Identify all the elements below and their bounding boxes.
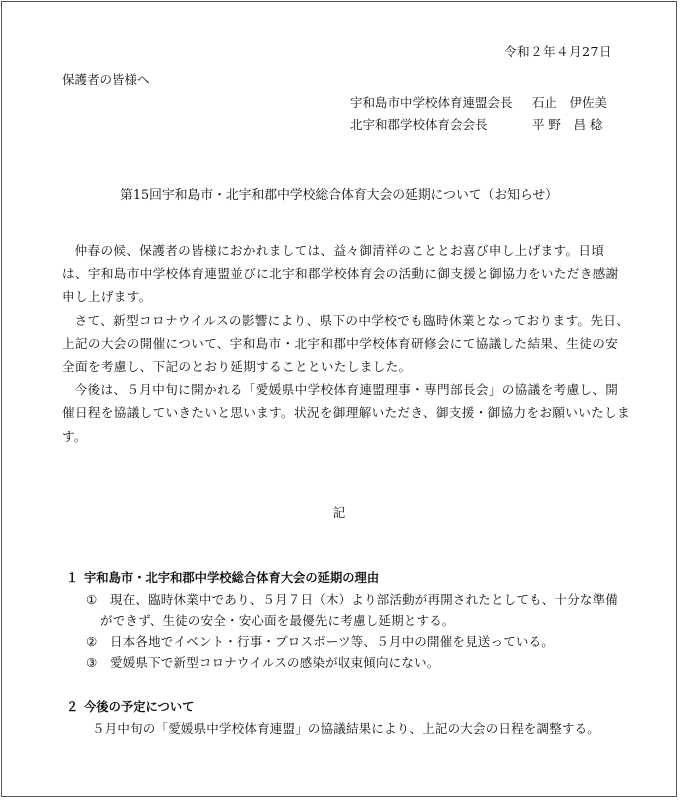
paragraph-decision: さて、新型コロナウイルスの影響により、県下の中学校でも臨時休業となっております。先日、上記の大会の開催について、宇和島市・北宇和郡中学校体育研修会にて協議した結果、生徒の安全面を考慮し、下記のとおり延期することといたしました。: [62, 312, 630, 375]
item-mark: ②: [86, 634, 98, 649]
item-mark: ①: [86, 592, 98, 607]
item-text: 現在、臨時休業中であり、５月７日（木）より部活動が再開されたとしても、十分な準備: [110, 592, 619, 607]
document-page: [1, 1, 677, 797]
section-title: 今後の予定について: [84, 700, 195, 714]
reason-item-2: [86, 632, 554, 650]
section-title: 宇和島市・北宇和郡中学校総合体育大会の延期の理由: [84, 571, 380, 585]
paragraph-future: 今後は、５月中旬に開かれる「愛媛県中学校体育連盟理事・専門部長会」の協議を考慮し、開催日程を協議していきたいと思います。状況を御理解いただき、御支援・御協力をお願いいたします。: [62, 382, 631, 444]
section-number: １: [66, 571, 79, 585]
reason-item-3: [86, 653, 439, 671]
section-2-heading: [66, 697, 194, 715]
schedule-text: ５月中旬の「愛媛県中学校体育連盟」の協議結果により、上記の大会の日程を調整する。: [92, 721, 601, 736]
sender-line-1: [350, 93, 607, 111]
sender-name: 平 野 昌 稔: [532, 117, 603, 132]
document-title: 第15回宇和島市・北宇和郡中学校総合体育大会の延期について（お知らせ）: [120, 188, 558, 203]
body-text: [62, 239, 630, 448]
sender-name: 石止 伊佐美: [532, 95, 608, 110]
section-number: ２: [66, 700, 79, 714]
sender-org: 北宇和郡学校体育会会長: [350, 117, 488, 132]
item-text: 日本各地でイベント・行事・プロスポーツ等、５月中の開催を見送っている。: [110, 634, 555, 649]
sender-org: 宇和島市中学校体育連盟会長: [350, 95, 513, 110]
ki-marker: 記: [332, 505, 346, 520]
item-mark: ③: [86, 655, 98, 670]
reason-item-1: [86, 590, 618, 608]
paragraph-greeting: 仲春の候、保護者の皆様におかれましては、益々御清祥のこととお喜び申し上げます。日頃は、宇和島市中学校体育連盟並びに北宇和郡学校体育会の活動に御支援と御協力をいただき感謝申し上げます。: [62, 243, 619, 305]
section-1-heading: [66, 568, 379, 586]
reason-item-1-continued: ができず、生徒の安全・安心面を最優先に考慮し延期とする。: [100, 613, 455, 628]
document-date: 令和２年４月27日: [504, 44, 612, 59]
item-text: 愛媛県下で新型コロナウイルスの感染が収束傾向にない。: [110, 655, 440, 670]
addressee: 保護者の皆様へ: [62, 72, 150, 87]
sender-line-2: [350, 115, 602, 133]
